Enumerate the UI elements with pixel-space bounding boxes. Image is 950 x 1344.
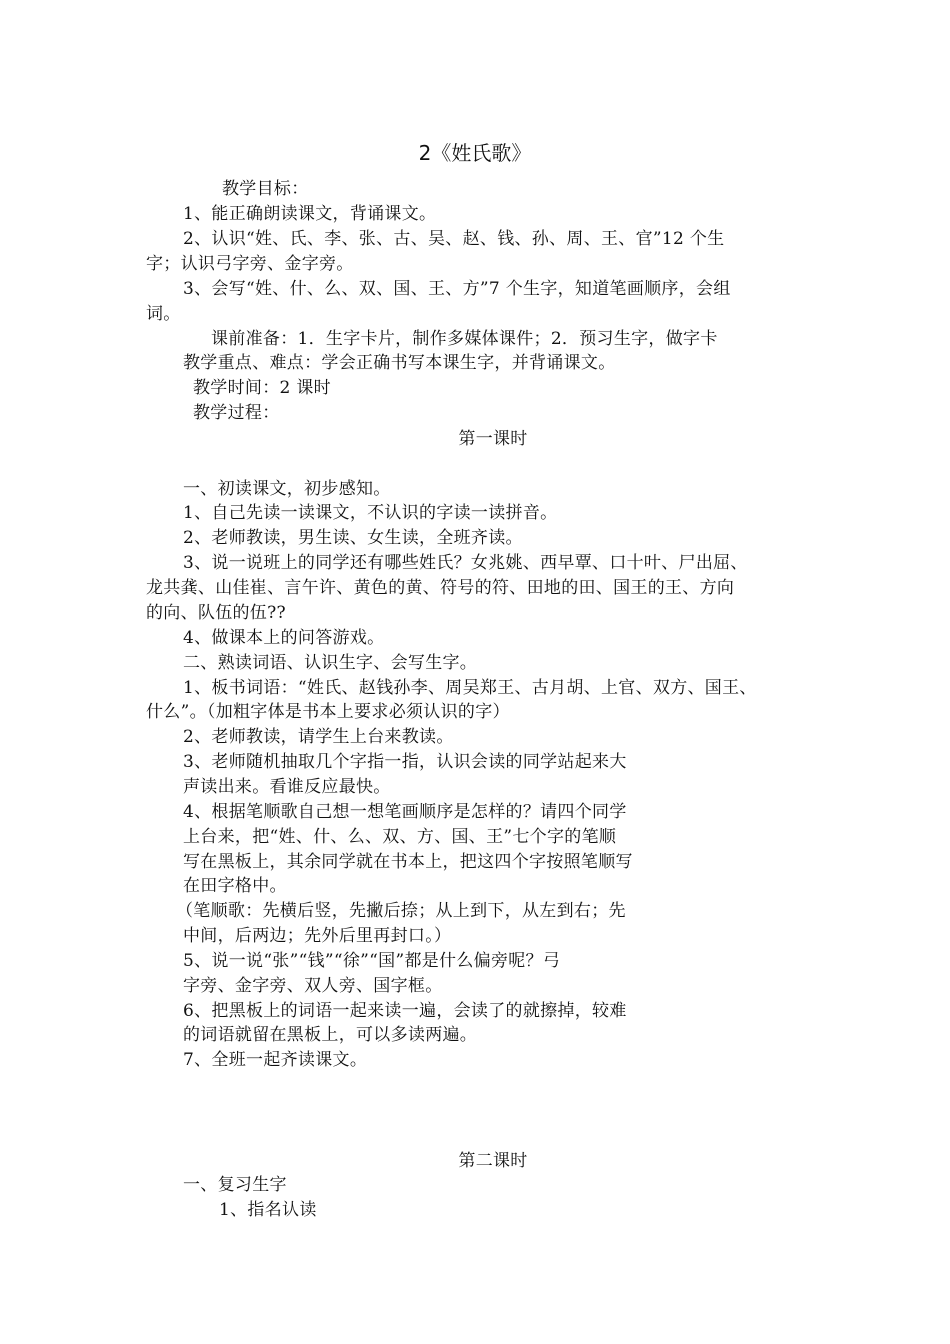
section-2-item-4-line-6: 中间，后两边；先外后里再封口。） <box>183 926 452 946</box>
section-2-item-1-line-2: 什么”。（加粗字体是书本上要求必须认识的字） <box>146 702 510 722</box>
section-2-item-5-line-1: 5、说一说“张”“钱”“徐”“国”都是什么偏旁呢？弓 <box>183 951 561 971</box>
section-2-item-4-line-5: （笔顺歌：先横后竖，先撇后捺；从上到下，从左到右；先 <box>176 901 626 921</box>
section-1-item-3-line-2: 龙共龚、山佳崔、言午许、黄色的黄、符号的符、田地的田、国王的王、方向 <box>146 578 735 598</box>
teaching-time: 教学时间：2 课时 <box>193 378 331 398</box>
goal-3-line-2: 词。 <box>146 304 181 324</box>
section-2-item-1-line-1: 1、板书词语：“姓氏、赵钱孙李、周吴郑王、古月胡、上官、双方、国王、 <box>183 678 757 698</box>
section-2-item-7: 7、全班一起齐读课文。 <box>183 1050 368 1070</box>
section-2-item-3-line-2: 声读出来。看谁反应最快。 <box>183 777 391 797</box>
section-2-item-2: 2、老师教读，请学生上台来教读。 <box>183 727 454 747</box>
lesson-1-heading: 第一课时 <box>458 429 528 449</box>
section-2-item-5-line-2: 字旁、金字旁、双人旁、国字框。 <box>183 976 443 996</box>
document-title: 2《姓氏歌》 <box>418 141 532 165</box>
section-1-item-3-line-3: 的向、队伍的伍?? <box>146 603 286 623</box>
section-2-heading: 二、熟读词语、认识生字、会写生字。 <box>183 653 478 673</box>
section-2-item-6-line-2: 的词语就留在黑板上，可以多读两遍。 <box>183 1025 478 1045</box>
goals-label: 教学目标： <box>222 179 309 199</box>
section-2-item-4-line-2: 上台来，把“姓、什、么、双、方、国、王”七个字的笔顺 <box>183 827 617 847</box>
preparation: 课前准备：1．生字卡片，制作多媒体课件；2．预习生字，做字卡 <box>211 329 718 349</box>
section-1-item-3-line-1: 3、说一说班上的同学还有哪些姓氏？女兆姚、西早覃、口十叶、尸出屈、 <box>183 553 748 573</box>
section-1-item-1: 1、自己先读一读课文，不认识的字读一读拼音。 <box>183 503 558 523</box>
goal-1: 1、能正确朗读课文，背诵课文。 <box>183 204 437 224</box>
section-1-item-4: 4、做课本上的问答游戏。 <box>183 628 385 648</box>
section-1-item-2: 2、老师教读，男生读、女生读，全班齐读。 <box>183 528 523 548</box>
section-2-item-4-line-1: 4、根据笔顺歌自己想一想笔画顺序是怎样的？请四个同学 <box>183 802 627 822</box>
section-2-item-6-line-1: 6、把黑板上的词语一起来读一遍，会读了的就擦掉，较难 <box>183 1001 627 1021</box>
section-2-item-3-line-1: 3、老师随机抽取几个字指一指，认识会读的同学站起来大 <box>183 752 627 772</box>
goal-3-line-1: 3、会写“姓、什、么、双、国、王、方”7 个生字，知道笔画顺序，会组 <box>183 279 731 299</box>
lesson-2-section-1-item-1: 1、指名认读 <box>219 1200 317 1220</box>
section-2-item-4-line-4: 在田字格中。 <box>183 876 287 896</box>
lesson-2-heading: 第二课时 <box>458 1151 528 1171</box>
key-points: 教学重点、难点：学会正确书写本课生字，并背诵课文。 <box>183 353 616 373</box>
goal-2-line-2: 字；认识弓字旁、金字旁。 <box>146 254 354 274</box>
section-1-heading: 一、初读课文，初步感知。 <box>183 479 391 499</box>
section-2-item-4-line-3: 写在黑板上，其余同学就在书本上，把这四个字按照笔顺写 <box>183 852 633 872</box>
lesson-2-section-1-heading: 一、复习生字 <box>183 1175 287 1195</box>
goal-2-line-1: 2、认识“姓、氏、李、张、古、吴、赵、钱、孙、周、王、官”12 个生 <box>183 229 725 249</box>
process-label: 教学过程： <box>193 403 280 423</box>
